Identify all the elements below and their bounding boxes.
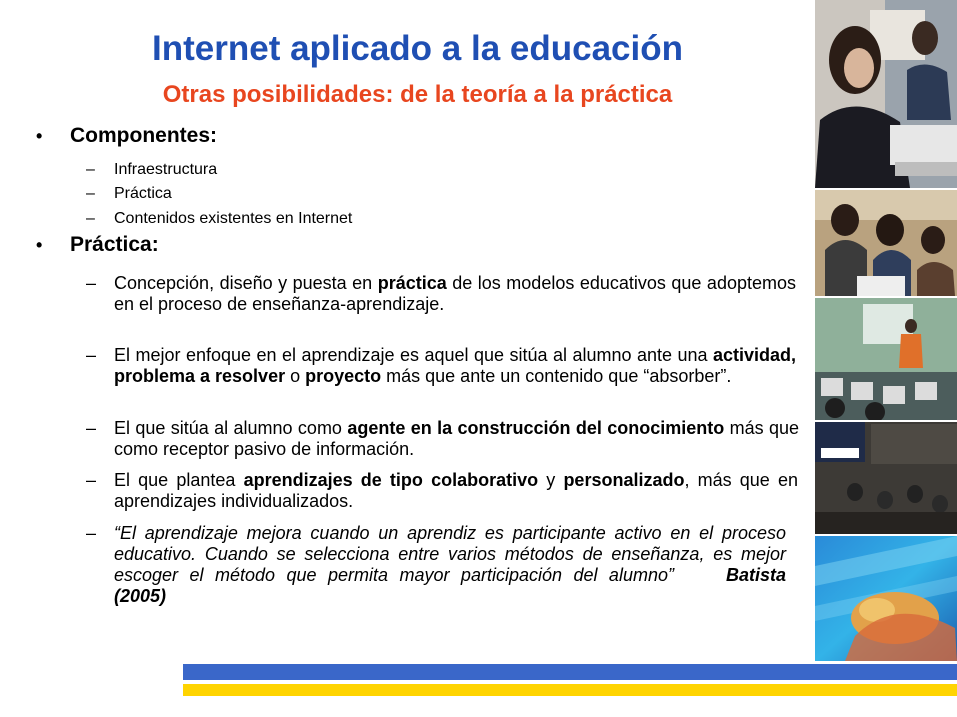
practica-paragraph-4: – El que plantea aprendizajes de tipo colaborativo y personalizado, más que en aprendizajes individualizados. (86, 470, 798, 511)
photo-strip (815, 0, 957, 661)
slide-title: Internet aplicado a la educación (152, 29, 683, 68)
bullet-componentes (36, 124, 217, 148)
practica-paragraph-2: – El mejor enfoque en el aprendizaje es aquel que sitúa al alumno ante una actividad, problema a resolver o proyecto más que ante un contenido que “absorber”. (86, 345, 796, 386)
bullet-heading: Práctica: (70, 233, 159, 256)
photo-hands-on-keyboard (815, 536, 957, 661)
slide-subtitle: Otras posibilidades: de la teoría a la práctica (162, 81, 673, 108)
bullet-icon: • (36, 126, 43, 146)
photo-conference-audience (815, 422, 957, 534)
decorative-bar-blue (183, 664, 957, 680)
bullet-icon: • (36, 235, 43, 255)
practica-paragraph-1: – Concepción, diseño y puesta en práctica de los modelos educativos que adoptemos en el proceso de enseñanza-aprendizaje. (86, 273, 796, 314)
photo-students-working-together (815, 190, 957, 296)
practica-quote: – “El aprendizaje mejora cuando un aprendiz es participante activo en el proceso educativo. Cuando se selecciona entre varios métodos de enseñanza, es mejor escoger el método que permita mayor participación del alumno” Batista (2005) (86, 523, 786, 606)
list-item: – Práctica (86, 185, 172, 202)
photo-classroom-presentation (815, 298, 957, 420)
list-item: – Infraestructura (86, 161, 218, 178)
bullet-practica (36, 233, 159, 257)
bullet-heading: Componentes: (70, 124, 217, 147)
list-item: – Contenidos existentes en Internet (86, 210, 353, 227)
decorative-bar-yellow (183, 684, 957, 696)
quote-author: Batista (2005) (114, 565, 786, 606)
photo-students-at-computers (815, 0, 957, 188)
practica-paragraph-3: – El que sitúa al alumno como agente en la construcción del conocimiento más que como receptor pasivo de información. (86, 418, 799, 459)
